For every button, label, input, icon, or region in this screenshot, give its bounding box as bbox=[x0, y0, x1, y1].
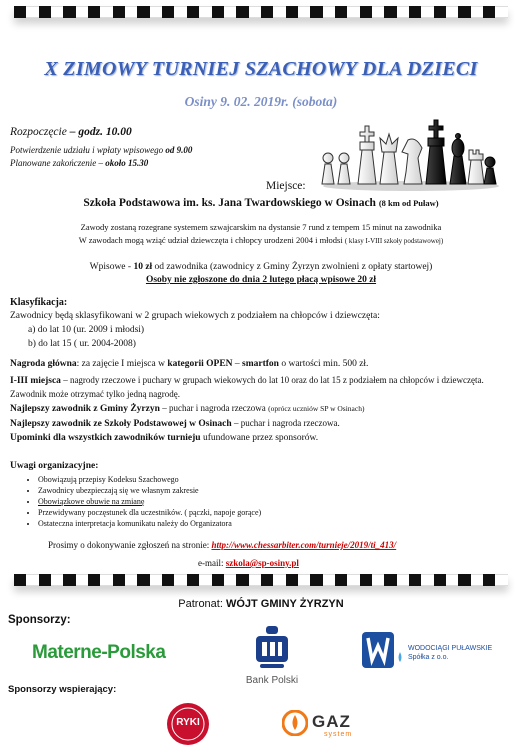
wodociagi-logo: WODOCIĄGI PUŁAWSKIE Spółka z o.o. bbox=[362, 632, 406, 673]
venue-label: Miejsce: bbox=[266, 180, 306, 192]
chessboard-strip-top bbox=[14, 6, 508, 18]
fee-info: Wpisowe - 10 zł od zawodnika (zawodnicy z Gminy Żyrzyn zwolnieni z opłaty startowej) bbox=[89, 262, 433, 272]
organization-list bbox=[0, 474, 480, 529]
prize-school: Najlepszy zawodnik ze Szkoły Podstawowej w Osinach – puchar i nagroda rzeczowa. bbox=[10, 418, 340, 429]
pko-logo: Bank Polski bbox=[236, 624, 308, 686]
registration-info: Prosimy o dokonywanie zgłoszeń na stronie: http://www.chessarbiter.com/turnieje/2019/ti_413/ bbox=[48, 540, 397, 550]
page-title: X ZIMOWY TURNIEJ SZACHOWY DLA DZIECI bbox=[44, 58, 478, 80]
classification-group-a: a) do lat 10 (ur. 2009 i młodsi) bbox=[28, 325, 145, 335]
prize-souvenir: Upominki dla wszystkich zawodników turnieju ufundowane przez sponsorów. bbox=[10, 433, 319, 443]
prize-main: Nagroda główna: za zajęcie I miejsca w kategorii OPEN – smartfon o wartości min. 500 zł. bbox=[10, 359, 369, 369]
chessboard-strip-bottom bbox=[14, 574, 508, 586]
list-item: • Ostateczna interpretacja komunikatu należy do Organizatora bbox=[38, 518, 480, 529]
materne-logo: Materne-Polska bbox=[32, 642, 166, 663]
patron-line: Patronat: WÓJT GMINY ŻYRZYN bbox=[178, 598, 344, 610]
schedule-end: Planowane zakończenie – około 15.30 bbox=[10, 158, 149, 168]
email-link[interactable]: szkola@sp-osiny.pl bbox=[225, 558, 299, 568]
classification-group-b: b) do lat 15 ( ur. 2004-2008) bbox=[28, 339, 136, 349]
rules-system: Zawody zostaną rozegrane systemem szwajcarskim na dystansie 7 rund z tempem 15 minut na zawodnika bbox=[80, 222, 442, 232]
gaz-system-logo: GAZ system bbox=[282, 710, 308, 741]
chess-pieces-icon bbox=[318, 112, 504, 192]
supporting-sponsors-heading: Sponsorzy wspierający: bbox=[8, 684, 117, 695]
fee-late: Osoby nie zgłoszone do dnia 2 lutego płacą wpisowe 20 zł bbox=[145, 275, 377, 285]
organization-heading: Uwagi organizacyjne: bbox=[10, 461, 99, 471]
list-item: • Obowiązują przepisy Kodeksu Szachowego bbox=[38, 474, 480, 485]
prize-zyrzyn: Najlepszy zawodnik z Gminy Żyrzyn – puchar i nagroda rzeczowa (oprócz uczniów SP w Osinach) bbox=[10, 403, 365, 414]
list-item: • Obowiązkowe obuwie na zmianę bbox=[38, 496, 480, 507]
wodociagi-emblem-icon bbox=[362, 632, 406, 668]
registration-email: e-mail: szkola@sp-osiny.pl bbox=[198, 558, 299, 568]
schedule-start: Rozpoczęcie – godz. 10.00 bbox=[10, 126, 132, 138]
sponsors-heading: Sponsorzy: bbox=[8, 614, 71, 626]
gaz-flame-icon bbox=[282, 710, 308, 736]
rules-eligibility: W zawodach mogą wziąć udział dziewczęta i chłopcy urodzeni 2004 i młodsi ( klasy I-VIII szkoły podstawowej) bbox=[78, 235, 444, 245]
prize-places: I-III miejsca – nagrody rzeczowe i puchary w grupach wiekowych do lat 10 oraz do lat 15 z podziałem na chłopców i dziewczęta. Zawodnik może otrzymać tylko jedną nagrodę. bbox=[10, 375, 484, 399]
event-date: Osiny 9. 02. 2019r. (sobota) bbox=[184, 94, 338, 109]
ryki-logo: RYKI bbox=[166, 702, 210, 751]
classification-heading: Klasyfikacja: bbox=[10, 297, 68, 308]
pko-emblem-icon bbox=[250, 624, 294, 670]
venue-name: Szkoła Podstawowa im. ks. Jana Twardowskiego w Osinach (8 km od Puław) bbox=[83, 197, 439, 209]
list-item: • Przewidywany poczęstunek dla uczestników. ( pączki, napoje gorące) bbox=[38, 507, 480, 518]
list-item: • Zawodnicy ubezpieczają się we własnym zakresie bbox=[38, 485, 480, 496]
registration-link[interactable]: http://www.chessarbiter.com/turnieje/2019/ti_413/ bbox=[211, 540, 397, 550]
classification-intro: Zawodnicy będą sklasyfikowani w 2 grupach wiekowych z podziałem na chłopców i dziewczęta: bbox=[10, 311, 380, 321]
schedule-confirm: Potwierdzenie udziału i wpłaty wpisowego od 9.00 bbox=[10, 145, 193, 155]
